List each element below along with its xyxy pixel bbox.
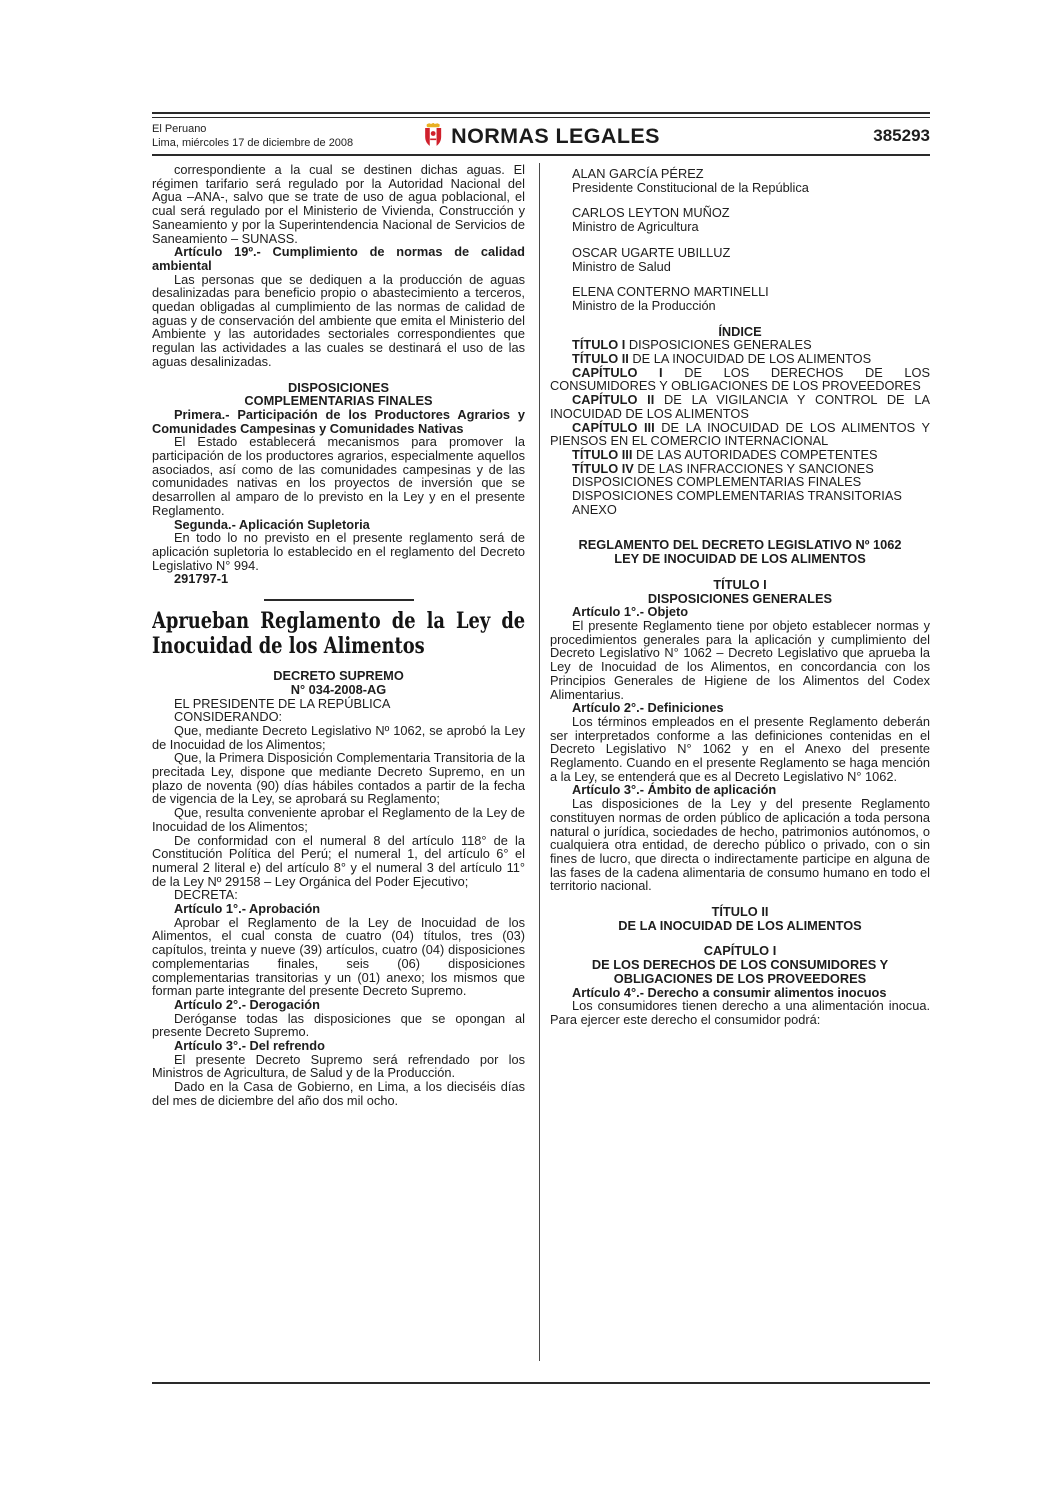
- page-header: [152, 118, 930, 154]
- article-2-heading: Artículo 2°.- Derogación: [174, 996, 320, 1012]
- paragraph: Que, la Primera Disposición Complementaria Transitoria de la precitada Ley, dispone que mediante Decreto Supremo, en un plazo de noventa (90) días hábiles contados a partir de la fecha de vigencia de la Ley, se aprobará su Reglamento;: [152, 750, 525, 807]
- titulo-2-heading: TÍTULO II DE LA INOCUIDAD DE LOS ALIMENTOS: [618, 904, 862, 933]
- decreta-label: DECRETA:: [174, 887, 238, 903]
- article-3-heading: Artículo 3°.- Ámbito de aplicación: [572, 782, 777, 798]
- primera-heading: Primera.- Participación de los Productores Agrarios y Comunidades Campesinas y Comunidades Nativas: [152, 406, 525, 436]
- signatory: [550, 167, 930, 194]
- date-line: Lima, miércoles 17 de diciembre de 2008: [152, 137, 354, 149]
- signatory-name: ELENA CONTERNO MARTINELLI: [572, 284, 769, 300]
- signatory-title: Ministro de la Producción: [572, 297, 716, 313]
- disposiciones-finales-heading: DISPOSICIONES COMPLEMENTARIAS FINALES: [244, 379, 433, 409]
- considerando-label: CONSIDERANDO:: [174, 709, 283, 725]
- paragraph: Aprobar el Reglamento de la Ley de Inocuidad de los Alimentos, el cual consta de cuatro (04) títulos, tres (03) capítulos, treinta y nueve (39) artículos, cuatro (04) disposiciones complementarias finales, seis (06) disposiciones complementarias transitorias y un (01) anexo; los mismos que forman parte integrante del presente Decreto Supremo.: [152, 914, 525, 999]
- paragraph: Deróganse todas las disposiciones que se opongan al presente Decreto Supremo.: [152, 1010, 525, 1040]
- paragraph: En todo lo no previsto en el presente reglamento será de aplicación supletoria lo establecido en el reglamento del Decreto Legislativo N° 994.: [152, 530, 525, 573]
- paragraph: Las disposiciones de la Ley y del presente Reglamento constituyen normas de orden público de aplicación a toda persona natural o jurídica, sociedades de hecho, patrimonios autónomos, o cualquiera otra entidad, de derecho público o privado, con o sin fines de lucro, que directa o indirectamente participe en alguna de las fases de la cadena alimentaria de consumo humano en todo el territorio nacional.: [550, 796, 930, 894]
- document-number: 291797-1: [174, 571, 229, 587]
- paragraph: El Estado establecerá mecanismos para promover la participación de los productores agrarios, especialmente aquellos asociados, así como de las comunidades campesinas y de las comunidades nativas en los proyectos de inversión que se desarrollen al amparo de lo previsto en la Ley y en el presente Reglamento.: [152, 434, 525, 518]
- article-4-heading: Artículo 4°.- Derecho a consumir alimentos inocuos: [572, 984, 887, 1000]
- index-item: ANEXO: [572, 501, 617, 517]
- index-item: DISPOSICIONES COMPLEMENTARIAS TRANSITORIAS: [572, 488, 902, 504]
- signatory-name: CARLOS LEYTON MUÑOZ: [572, 205, 730, 221]
- closing-paragraph: Dado en la Casa de Gobierno, en Lima, a los dieciséis días del mes de diciembre del año dos mil ocho.: [152, 1079, 525, 1108]
- titulo-1-heading: TÍTULO I DISPOSICIONES GENERALES: [647, 576, 833, 606]
- peru-coat-of-arms-icon: [422, 123, 444, 149]
- paragraph: Los consumidores tienen derecho a una alimentación inocua. Para ejercer este derecho el consumidor podrá:: [550, 998, 930, 1027]
- index-item: CAPÍTULO I DE LOS DERECHOS DE LOS CONSUMIDORES Y OBLIGACIONES DE LOS PROVEEDORES: [550, 364, 930, 394]
- paragraph: Que, mediante Decreto Legislativo Nº 1062, se aprobó la Ley de Inocuidad de los Alimentos;: [152, 722, 525, 752]
- article-3-heading: Artículo 3°.- Del refrendo: [174, 1038, 325, 1054]
- signatory: [550, 285, 930, 312]
- column-divider: [539, 163, 540, 1361]
- signatory-title: Ministro de Agricultura: [572, 219, 699, 235]
- index-item: TÍTULO II DE LA INOCUIDAD DE LOS ALIMENTOS: [572, 351, 872, 367]
- president-line: EL PRESIDENTE DE LA REPÚBLICA: [174, 695, 391, 711]
- capitulo-1-heading: CAPÍTULO I DE LOS DERECHOS DE LOS CONSUMIDORES Y OBLIGACIONES DE LOS PROVEEDORES: [591, 943, 889, 986]
- paragraph: Los términos empleados en el presente Reglamento deberán ser interpretados conforme a las definiciones contenidas en el Decreto Legislativo N° 1062 y en el Anexo del presente Reglamento. Cuando en el presente Reglamento se haga mención a la Ley, se entenderá que es al Decreto Legislativo N° 1062.: [550, 713, 930, 784]
- index-item: TÍTULO I DISPOSICIONES GENERALES: [572, 337, 812, 353]
- publication-name: El Peruano: [152, 123, 207, 135]
- article-1-heading: Artículo 1°.- Aprobación: [174, 901, 321, 917]
- article-1-heading: Artículo 1°.- Objeto: [572, 604, 689, 620]
- section-divider-rule: [264, 599, 414, 601]
- signatory: [550, 206, 930, 233]
- paragraph: El presente Reglamento tiene por objeto establecer normas y procedimientos generales para la aplicación y cumplimiento del Decreto Legislativo N° 1062 – Decreto Legislativo que aprueba la Ley de Inocuidad de los Alimentos, en concordancia con los Principios Generales de Higiene de los Alimentos del Codex Alimentarius.: [550, 617, 930, 702]
- paragraph: correspondiente a la cual se destinen dichas aguas. El régimen tarifario será regulado por la Autoridad Nacional del Agua –ANA-, salvo que se trate de uso de agua poblacional, el cual será regulado por el Ministerio de Vivienda, Construcción y Saneamiento y por la Superintendencia Nacional de Servicios de Saneamiento – SUNASS.: [152, 162, 525, 246]
- content-columns: [152, 156, 930, 1382]
- right-column: [550, 163, 930, 1382]
- index-item: CAPÍTULO III DE LA INOCUIDAD DE LOS ALIMENTOS Y PIENSOS EN EL COMERCIO INTERNACIONAL: [550, 419, 930, 449]
- paragraph: Las personas que se dediquen a la producción de aguas desalinizadas para beneficio propio o abastecimiento a terceros, quedan obligadas al cumplimiento de las normas de calidad de aguas y de conservación del ambiente que emita el Ministerio del Ambiente y las autoridades sectoriales correspondientes que regulan las actividades a las cuales se destinará el uso de las aguas desalinizadas.: [152, 271, 525, 369]
- page-bottom-rule: [152, 1382, 930, 1384]
- signatory-title: Ministro de Salud: [572, 258, 671, 274]
- index-item: TÍTULO IV DE LAS INFRACCIONES Y SANCIONES: [572, 460, 874, 476]
- masthead-title: NORMAS LEGALES: [451, 123, 660, 148]
- article-19-heading: Artículo 19º.- Cumplimiento de normas de calidad ambiental: [152, 244, 525, 273]
- indice-heading: ÍNDICE: [718, 323, 762, 339]
- left-column: [152, 163, 525, 1382]
- signatory-title: Presidente Constitucional de la República: [572, 179, 809, 195]
- index-item: DISPOSICIONES COMPLEMENTARIAS FINALES: [572, 474, 862, 490]
- page-number: 385293: [873, 126, 930, 145]
- masthead-center: [422, 123, 660, 149]
- signatory-name: ALAN GARCÍA PÉREZ: [572, 166, 704, 181]
- paragraph: Que, resulta conveniente aprobar el Reglamento de la Ley de Inocuidad de los Alimentos;: [152, 805, 525, 834]
- signatory-name: OSCAR UGARTE UBILLUZ: [572, 244, 731, 260]
- paragraph: De conformidad con el numeral 8 del artículo 118° de la Constitución Política del Perú; el numeral 1, del artículo 6° el numeral 2 literal e) del artículo 8° y el numeral 3 del artículo 11° de la Ley Nº 29158 – Ley Orgánica del Poder Ejecutivo;: [152, 832, 525, 889]
- index-item: TÍTULO III DE LAS AUTORIDADES COMPETENTES: [572, 446, 878, 462]
- paragraph: El presente Decreto Supremo será refrendado por los Ministros de Agricultura, de Salud y de la Producción.: [152, 1051, 525, 1081]
- decree-headline: Aprueban Reglamento de la Ley de Inocuidad de los Alimentos: [152, 608, 526, 660]
- index-item: CAPÍTULO II DE LA VIGILANCIA Y CONTROL DE LA INOCUIDAD DE LOS ALIMENTOS: [550, 392, 930, 421]
- signatory: [550, 246, 930, 273]
- segunda-heading: Segunda.- Aplicación Supletoria: [174, 516, 370, 532]
- decreto-supremo-heading: DECRETO SUPREMO N° 034-2008-AG: [273, 668, 404, 697]
- reglamento-heading: REGLAMENTO DEL DECRETO LEGISLATIVO Nº 1062 LEY DE INOCUIDAD DE LOS ALIMENTOS: [578, 537, 902, 567]
- article-2-heading: Artículo 2°.- Definiciones: [572, 700, 724, 716]
